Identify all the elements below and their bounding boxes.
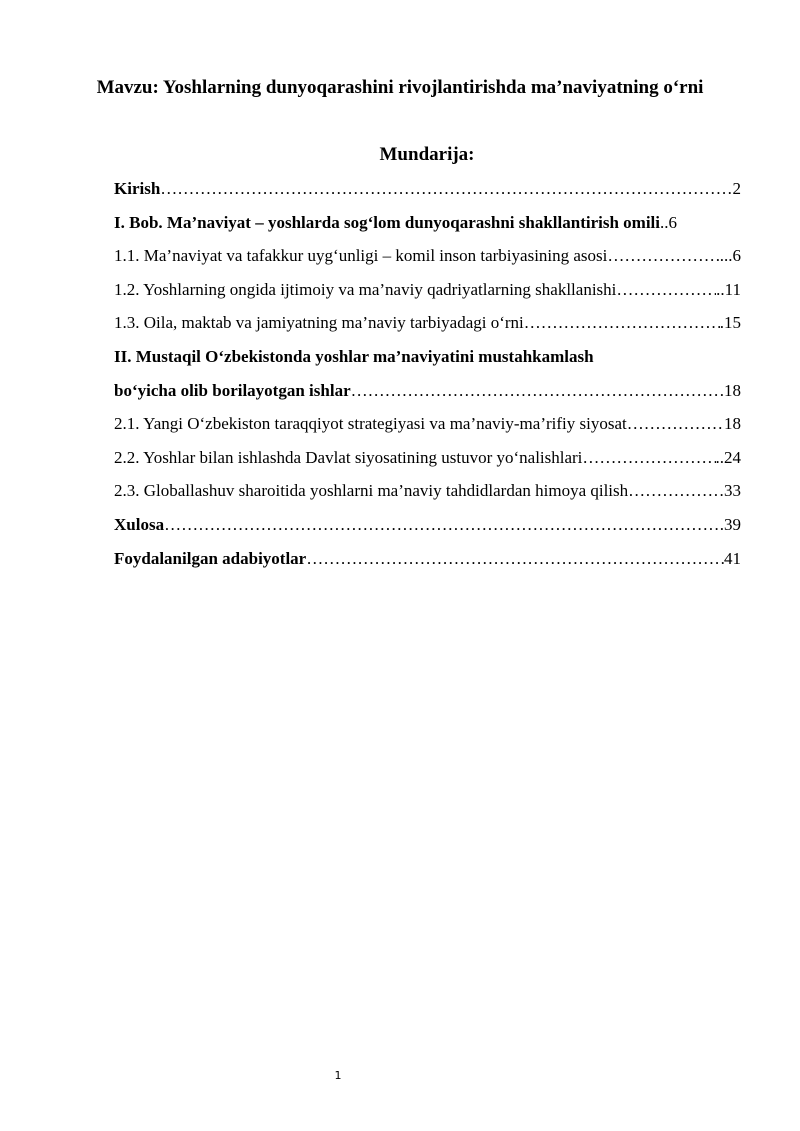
toc-leader-dots <box>628 474 724 508</box>
document-title: Mavzu: Yoshlarning dunyoqarashini rivojlantirishda ma’naviyatning o‘rni <box>96 77 704 98</box>
toc-entry-chapter-2-line1: II. Mustaqil O‘zbekistonda yoshlar ma’naviyatini mustahkamlash <box>114 346 594 366</box>
toc-entry-label: 2.2. Yoshlar bilan ishlashda Davlat siyosatining ustuvor yo‘nalishlari <box>114 447 583 467</box>
toc-entry-label: 1.2. Yoshlarning ongida ijtimoiy va ma’naviy qadriyatlarning shakllanishi <box>114 279 617 299</box>
toc-entry-label: Xulosa <box>114 514 165 534</box>
toc-entry-chapter-2 <box>114 374 741 408</box>
toc-leader-dots <box>582 441 715 475</box>
toc-leader-dots <box>351 374 720 408</box>
toc-entry-label: 2.1. Yangi O‘zbekiston taraqqiyot strategiyasi va ma’naviy-ma’rifiy siyosat <box>114 414 627 434</box>
toc-entry-page: .18 <box>719 380 741 400</box>
toc-entry-xulosa <box>114 508 741 542</box>
toc-entry-2-1 <box>114 407 741 441</box>
toc-entry-page: ..11 <box>716 279 741 299</box>
toc-entry-label: I. Bob. Ma’naviyat – yoshlarda sog‘lom dunyoqarashni shakllantirish omili <box>114 212 661 232</box>
toc-entry-page: 18 <box>724 414 741 434</box>
toc-entry-references <box>114 542 741 576</box>
toc-leader-dots <box>164 508 720 542</box>
toc-entry-2-2 <box>114 441 741 475</box>
toc-entry-kirish <box>114 172 741 206</box>
toc-entry-2-3 <box>114 474 741 508</box>
toc-leader-dots <box>607 239 719 273</box>
toc-leader-dots <box>306 542 724 576</box>
toc-leader-dots <box>160 172 732 206</box>
toc-entry-page: ...6 <box>719 246 741 266</box>
toc-leader-dots <box>524 306 720 340</box>
page-number: 1 <box>334 1069 342 1082</box>
toc-entry-1-3 <box>114 306 741 340</box>
toc-leader-dots <box>616 273 716 307</box>
toc-entry-page: .15 <box>719 313 741 333</box>
toc-entry-1-1 <box>114 239 741 273</box>
toc-entry-page: .39 <box>719 514 741 534</box>
toc-entry-page: ..24 <box>715 447 741 467</box>
toc-entry-label: 1.1. Ma’naviyat va tafakkur uyg‘unligi – komil inson tarbiyasining asosi <box>114 246 608 266</box>
table-of-contents <box>114 172 741 575</box>
toc-entry-page: 33 <box>724 481 741 501</box>
toc-entry-label: Kirish <box>114 179 161 198</box>
toc-leader-dots <box>627 407 724 441</box>
toc-entry-chapter-1 <box>114 206 741 240</box>
toc-entry-label: 1.3. Oila, maktab va jamiyatning ma’naviy tarbiyadagi o‘rni <box>114 313 524 333</box>
toc-entry-label: bo‘yicha olib borilayotgan ishlar <box>114 380 351 400</box>
toc-heading: Mundarija: <box>379 144 475 165</box>
toc-entry-label: Foydalanilgan adabiyotlar <box>114 548 307 568</box>
toc-entry-page: 2 <box>732 179 741 198</box>
toc-entry-label: 2.3. Globallashuv sharoitida yoshlarni ma’naviy tahdidlardan himoya qilish <box>114 481 629 501</box>
toc-entry-page: 41 <box>724 548 741 568</box>
toc-entry-1-2 <box>114 273 741 307</box>
toc-entry-page: ..6 <box>660 212 678 232</box>
